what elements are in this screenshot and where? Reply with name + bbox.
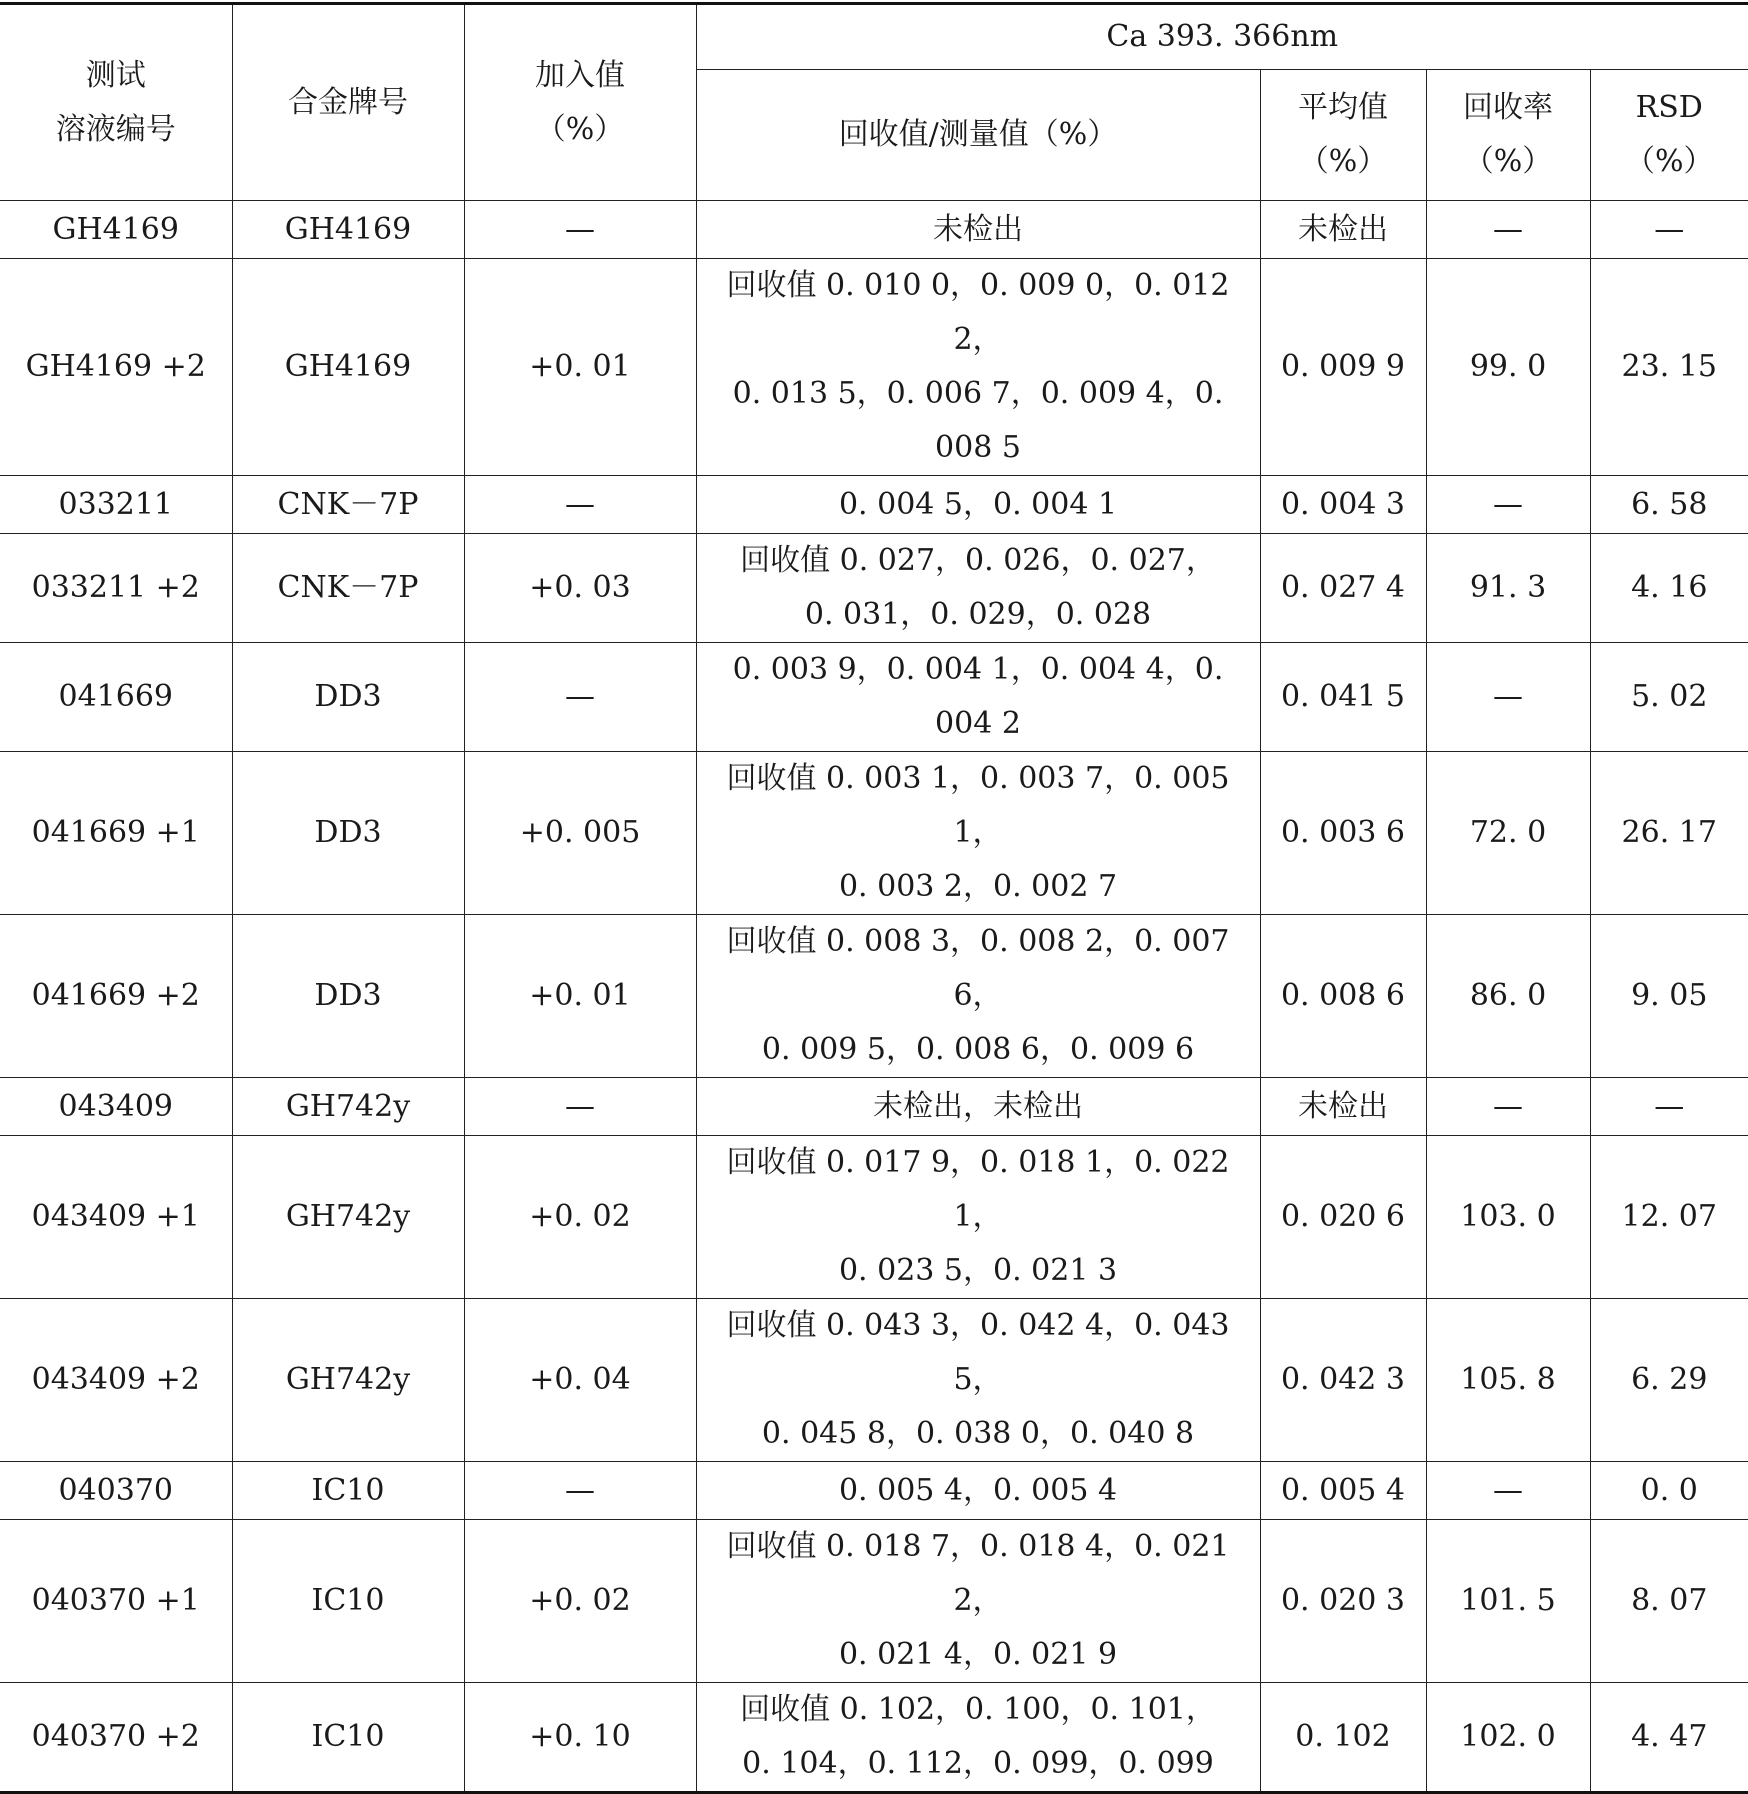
header-alloy: 合金牌号 bbox=[232, 4, 464, 201]
cell-added-value: — bbox=[464, 201, 696, 259]
cell-rsd: 0. 0 bbox=[1590, 1462, 1748, 1520]
cell-mean: 0. 020 3 bbox=[1260, 1520, 1426, 1683]
cell-values bbox=[696, 915, 1260, 1078]
cell-added-value: +0. 02 bbox=[464, 1520, 696, 1683]
table-row bbox=[0, 1136, 1748, 1299]
header-mean: 平均值 （%） bbox=[1260, 70, 1426, 201]
cell-mean: 0. 005 4 bbox=[1260, 1462, 1426, 1520]
cell-added-value: — bbox=[464, 1078, 696, 1136]
cell-solution-id: GH4169 bbox=[0, 201, 232, 259]
table-row bbox=[0, 1299, 1748, 1462]
cell-alloy: GH742y bbox=[232, 1078, 464, 1136]
cell-values bbox=[696, 1683, 1260, 1793]
header-recovery: 回收率 （%） bbox=[1426, 70, 1590, 201]
cell-alloy: CNK－7P bbox=[232, 534, 464, 643]
cell-rsd: 4. 47 bbox=[1590, 1683, 1748, 1793]
cell-mean: 0. 042 3 bbox=[1260, 1299, 1426, 1462]
cell-mean: 0. 009 9 bbox=[1260, 259, 1426, 476]
cell-alloy: DD3 bbox=[232, 915, 464, 1078]
table-row bbox=[0, 1520, 1748, 1683]
cell-recovery: 91. 3 bbox=[1426, 534, 1590, 643]
cell-added-value: — bbox=[464, 1462, 696, 1520]
cell-rsd: 8. 07 bbox=[1590, 1520, 1748, 1683]
cell-values bbox=[696, 752, 1260, 915]
cell-values bbox=[696, 259, 1260, 476]
value-line: 0. 003 9，0. 004 1，0. 004 4，0. 004 2 bbox=[732, 652, 1224, 741]
cell-recovery: — bbox=[1426, 476, 1590, 534]
value-line: 回收值 0. 043 3，0. 042 4，0. 043 5， bbox=[726, 1308, 1230, 1397]
recovery-table bbox=[0, 2, 1748, 1794]
table-row bbox=[0, 643, 1748, 752]
cell-alloy: DD3 bbox=[232, 643, 464, 752]
cell-recovery: — bbox=[1426, 1462, 1590, 1520]
cell-added-value: — bbox=[464, 643, 696, 752]
value-line: 0. 004 5，0. 004 1 bbox=[838, 486, 1118, 522]
table-row bbox=[0, 534, 1748, 643]
cell-recovery: 105. 8 bbox=[1426, 1299, 1590, 1462]
header-rsd: RSD （%） bbox=[1590, 70, 1748, 201]
cell-alloy: IC10 bbox=[232, 1462, 464, 1520]
value-line: 回收值 0. 010 0，0. 009 0，0. 012 2， bbox=[726, 268, 1230, 357]
cell-added-value: +0. 005 bbox=[464, 752, 696, 915]
cell-rsd: — bbox=[1590, 201, 1748, 259]
cell-added-value: — bbox=[464, 476, 696, 534]
cell-added-value: +0. 04 bbox=[464, 1299, 696, 1462]
cell-mean: 0. 003 6 bbox=[1260, 752, 1426, 915]
value-line: 0. 021 4，0. 021 9 bbox=[838, 1637, 1118, 1672]
table-row bbox=[0, 201, 1748, 259]
cell-recovery: 102. 0 bbox=[1426, 1683, 1590, 1793]
value-line: 0. 104，0. 112，0. 099，0. 099 bbox=[742, 1746, 1214, 1781]
header-values: 回收值/测量值（%） bbox=[696, 70, 1260, 201]
cell-added-value: +0. 02 bbox=[464, 1136, 696, 1299]
cell-rsd: 6. 58 bbox=[1590, 476, 1748, 534]
cell-solution-id: 043409 +1 bbox=[0, 1136, 232, 1299]
cell-solution-id: GH4169 +2 bbox=[0, 259, 232, 476]
cell-values bbox=[696, 643, 1260, 752]
value-line: 未检出 bbox=[933, 211, 1023, 247]
cell-rsd: 6. 29 bbox=[1590, 1299, 1748, 1462]
value-line: 0. 003 2，0. 002 7 bbox=[838, 869, 1118, 904]
cell-solution-id: 040370 +1 bbox=[0, 1520, 232, 1683]
cell-added-value: +0. 10 bbox=[464, 1683, 696, 1793]
cell-solution-id: 041669 bbox=[0, 643, 232, 752]
cell-mean: 未检出 bbox=[1260, 1078, 1426, 1136]
cell-alloy: GH742y bbox=[232, 1299, 464, 1462]
cell-alloy: GH742y bbox=[232, 1136, 464, 1299]
cell-mean: 0. 008 6 bbox=[1260, 915, 1426, 1078]
header-ca-group: Ca 393. 366nm bbox=[696, 4, 1748, 70]
cell-values bbox=[696, 1299, 1260, 1462]
cell-alloy: CNK－7P bbox=[232, 476, 464, 534]
value-line: 回收值 0. 018 7，0. 018 4，0. 021 2， bbox=[726, 1529, 1230, 1618]
cell-mean: 0. 004 3 bbox=[1260, 476, 1426, 534]
cell-solution-id: 033211 +2 bbox=[0, 534, 232, 643]
value-line: 0. 009 5，0. 008 6，0. 009 6 bbox=[761, 1032, 1195, 1067]
table-row bbox=[0, 259, 1748, 476]
cell-values bbox=[696, 476, 1260, 534]
value-line: 0. 031，0. 029，0. 028 bbox=[804, 597, 1152, 632]
table-row bbox=[0, 915, 1748, 1078]
cell-values bbox=[696, 1078, 1260, 1136]
table-row bbox=[0, 1462, 1748, 1520]
cell-solution-id: 043409 bbox=[0, 1078, 232, 1136]
cell-mean: 0. 041 5 bbox=[1260, 643, 1426, 752]
value-line: 0. 023 5，0. 021 3 bbox=[838, 1253, 1118, 1288]
value-line: 回收值 0. 102，0. 100，0. 101， bbox=[740, 1692, 1216, 1727]
cell-added-value: +0. 03 bbox=[464, 534, 696, 643]
cell-recovery: 72. 0 bbox=[1426, 752, 1590, 915]
cell-recovery: — bbox=[1426, 1078, 1590, 1136]
cell-rsd: 4. 16 bbox=[1590, 534, 1748, 643]
cell-values bbox=[696, 1462, 1260, 1520]
header-solution-id: 测试 溶液编号 bbox=[0, 4, 232, 201]
value-line: 回收值 0. 027，0. 026，0. 027， bbox=[740, 543, 1216, 578]
cell-rsd: 5. 02 bbox=[1590, 643, 1748, 752]
cell-values bbox=[696, 534, 1260, 643]
cell-alloy: IC10 bbox=[232, 1683, 464, 1793]
table-row bbox=[0, 1078, 1748, 1136]
value-line: 回收值 0. 017 9，0. 018 1，0. 022 1， bbox=[726, 1145, 1230, 1234]
cell-added-value: +0. 01 bbox=[464, 259, 696, 476]
cell-solution-id: 040370 bbox=[0, 1462, 232, 1520]
cell-rsd: 23. 15 bbox=[1590, 259, 1748, 476]
cell-mean: 0. 027 4 bbox=[1260, 534, 1426, 643]
header-added-value: 加入值 （%） bbox=[464, 4, 696, 201]
cell-rsd: 26. 17 bbox=[1590, 752, 1748, 915]
cell-recovery: 101. 5 bbox=[1426, 1520, 1590, 1683]
value-line: 回收值 0. 008 3，0. 008 2，0. 007 6， bbox=[726, 924, 1230, 1013]
value-line: 0. 045 8，0. 038 0，0. 040 8 bbox=[761, 1416, 1195, 1451]
value-line: 回收值 0. 003 1，0. 003 7，0. 005 1， bbox=[726, 761, 1230, 850]
cell-values bbox=[696, 1136, 1260, 1299]
cell-solution-id: 041669 +2 bbox=[0, 915, 232, 1078]
cell-solution-id: 043409 +2 bbox=[0, 1299, 232, 1462]
cell-values bbox=[696, 1520, 1260, 1683]
cell-added-value: +0. 01 bbox=[464, 915, 696, 1078]
cell-solution-id: 033211 bbox=[0, 476, 232, 534]
cell-alloy: DD3 bbox=[232, 752, 464, 915]
table-row bbox=[0, 752, 1748, 915]
table-row bbox=[0, 476, 1748, 534]
cell-mean: 0. 020 6 bbox=[1260, 1136, 1426, 1299]
cell-rsd: 12. 07 bbox=[1590, 1136, 1748, 1299]
cell-recovery: 99. 0 bbox=[1426, 259, 1590, 476]
cell-mean: 未检出 bbox=[1260, 201, 1426, 259]
cell-recovery: — bbox=[1426, 643, 1590, 752]
cell-alloy: GH4169 bbox=[232, 259, 464, 476]
cell-solution-id: 040370 +2 bbox=[0, 1683, 232, 1793]
cell-recovery: 86. 0 bbox=[1426, 915, 1590, 1078]
cell-mean: 0. 102 bbox=[1260, 1683, 1426, 1793]
cell-rsd: 9. 05 bbox=[1590, 915, 1748, 1078]
cell-values bbox=[696, 201, 1260, 259]
cell-alloy: GH4169 bbox=[232, 201, 464, 259]
table-row bbox=[0, 1683, 1748, 1793]
cell-recovery: — bbox=[1426, 201, 1590, 259]
cell-solution-id: 041669 +1 bbox=[0, 752, 232, 915]
table-header bbox=[0, 4, 1748, 201]
value-line: 未检出，未检出 bbox=[873, 1088, 1083, 1124]
cell-recovery: 103. 0 bbox=[1426, 1136, 1590, 1299]
cell-alloy: IC10 bbox=[232, 1520, 464, 1683]
table-body bbox=[0, 201, 1748, 1793]
value-line: 0. 005 4，0. 005 4 bbox=[838, 1472, 1118, 1508]
value-line: 0. 013 5，0. 006 7，0. 009 4，0. 008 5 bbox=[732, 376, 1224, 465]
cell-rsd: — bbox=[1590, 1078, 1748, 1136]
